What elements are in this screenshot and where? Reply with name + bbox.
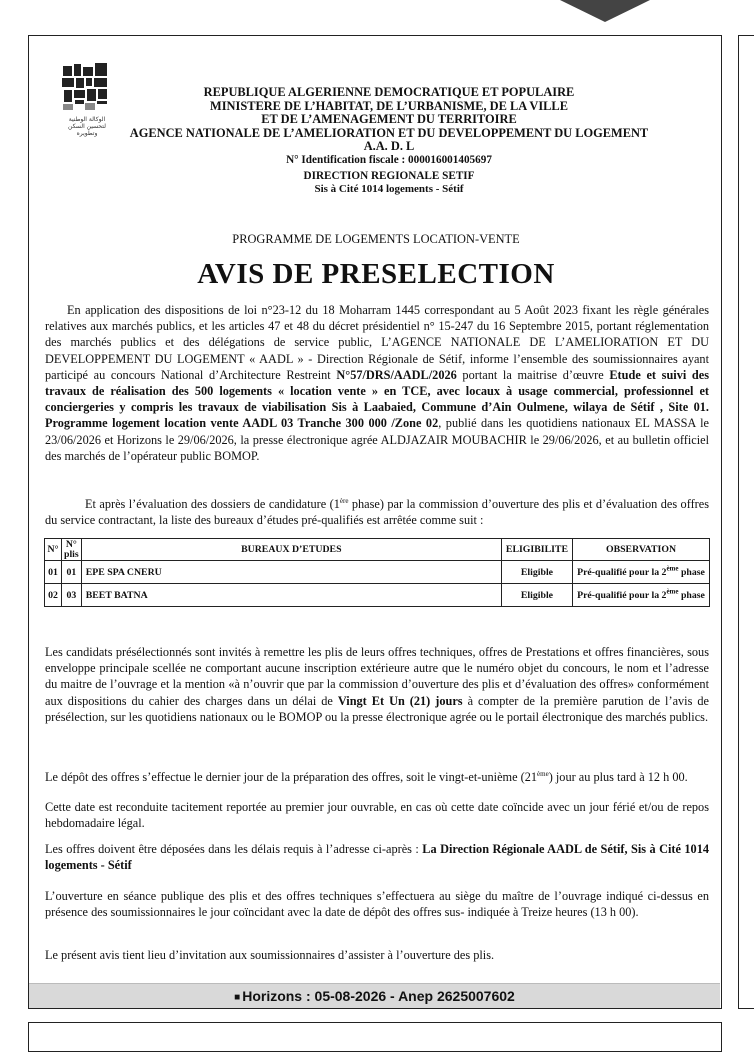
header-republic: REPUBLIQUE ALGERIENNE DEMOCRATIQUE ET POPULAIRE (203, 85, 575, 99)
header-acronym: A.A. D. L (363, 139, 415, 154)
page-corner-marker (560, 0, 650, 22)
opening-paragraph: L’ouverture en séance publique des plis et des offres techniques s’effectuera au siège du maître de l’ouvrage indiqué ci-dessus en présence des soumissionnaires le jour coïncidant avec la date de dépôt des offres sus- indiquée à Treize heures (13 h 00). (45, 889, 709, 920)
program-title: PROGRAMME DE LOGEMENTS LOCATION-VENTE (232, 232, 520, 246)
letterhead (89, 86, 689, 197)
cell-eligibilite: Eligible (501, 584, 572, 607)
header-agency: AGENCE NATIONALE DE L’AMELIORATION ET DU DEVELOPPEMENT DU LOGEMENT (129, 125, 649, 140)
header-fiscal-id: N° Identification fiscale : 000016001405697 (286, 153, 492, 166)
adjacent-column-frame (738, 35, 754, 1009)
header-site: Sis à Cité 1014 logements - Sétif (314, 183, 464, 196)
address-paragraph: Les offres doivent être déposées dans les délais requis à l’adresse ci-après : La Direction Régionale AADL de Sétif, Sis à Cité 1014 logements - Sétif (45, 842, 709, 873)
col-header-eligibilite: ELIGIBILITE (501, 539, 572, 561)
cell-plis: 03 (62, 584, 82, 607)
col-header-bureaux: BUREAUX D’ETUDES (81, 539, 501, 561)
postponement-paragraph: Cette date est reconduite tacitement reportée au premier jour ouvrable, en cas où cette date coïncide avec un jour férié et/ou de repos hebdomadaire légal. (45, 800, 709, 831)
invitation-paragraph: Les candidats présélectionnés sont invités à remettre les plis de leurs offres techniques, offres de Prestations et offres financières, sous enveloppe principale scellée ne comportant aucune inscription extérieure autre que le numéro objet du concours, le nom et l’adresse du maitre de l’ouvrage et la mention «à n’ouvrir que par la commission d’ouverture des plis et d’évaluation des offres» conformément aux dispositions du cahier des charges dans un délai de Vingt Et Un (21) jours à compter de la première parution de l’avis de présélection, sur les quotidiens nationaux ou le BOMOP ou la presse électronique agrée ou le portail électronique des marchés publics. (45, 645, 709, 724)
next-notice-frame (28, 1022, 722, 1052)
deposit-paragraph: Le dépôt des offres s’effectue le dernier jour de la préparation des offres, soit le vingt-et-unième (21ème) jour au plus tard à 12 h 00. (45, 769, 688, 784)
cell-no: 02 (45, 584, 62, 607)
cell-plis: 01 (62, 561, 82, 584)
logo-caption: الوكالة الوطنية لتحسين السكن وتطويره (68, 116, 106, 137)
cell-bureau: BEET BATNA (81, 584, 501, 607)
intro-paragraph: En application des dispositions de loi n°23-12 du 18 Moharram 1445 correspondant au 5 Août 2023 fixant les règle générales relatives aux marchés publics, et les articles 47 et 48 du décret présidentiel n° 15-247 du 16 Septembre 2015, portant réglementation des marchés publics et des délégations de service public, L’AGENCE NATIONALE DE L’AMELIORATION ET DU DEVELOPPEMENT DU LOGEMENT « AADL » - Direction Régionale de Sétif, informe l’ensemble des soumissionnaires ayant participé au concours National d’Architecture Restreint N°57/DRS/AADL/2026 portant la maitrise d’œuvre Etude et suivi des travaux de réalisation des 500 logements « location vente » en TCE, avec locaux à usage commercial, professionnel et conciergeries y compris les travaux de viabilisation Sis à Laabaied, Commune d’Ain Oulmene, wilaya de Sétif , Site 01. Programme logement location vente AADL 03 Tranche 300 000 /Zone 02, publié dans les quotidiens nationaux EL MASSA le 23/06/2026 et Horizons le 29/06/2026, la presse électronique agrée ALDJAZAIR MOUBACHIR le 29/06/2026, et au bulletin officiel des marchés de l’opérateur public BOMOP. (45, 303, 710, 463)
table-header-row (45, 539, 710, 561)
cell-eligibilite: Eligible (501, 561, 572, 584)
footer-square-icon: ■ (234, 992, 241, 1003)
cell-observation: Pré-qualifié pour la 2ème phase (573, 561, 710, 584)
header-ministry: MINISTERE DE L’HABITAT, DE L’URBANISME, DE LA VILLE (210, 98, 568, 113)
header-direction: DIRECTION REGIONALE SETIF (303, 169, 475, 182)
cell-no: 01 (45, 561, 62, 584)
table-row (45, 584, 710, 607)
evaluation-paragraph: Et après l’évaluation des dossiers de candidature (1ère phase) par la commission d’ouverture des plis et d’évaluation des offres du service contractant, la liste des bureaux d’études pré-qualifiés est arrêtée comme suit : (45, 496, 710, 528)
col-header-no: N° (45, 539, 62, 561)
footer-text: Horizons : 05-08-2026 - Anep 2625007602 (242, 988, 515, 1004)
header-ministry-cont: ET DE L’AMENAGEMENT DU TERRITOIRE (261, 112, 517, 127)
cell-bureau: EPE SPA CNERU (81, 561, 501, 584)
notice-frame (28, 35, 722, 1009)
prequalified-table (44, 538, 710, 607)
publication-footer (29, 983, 720, 1008)
col-header-plis: N° plis (62, 539, 82, 561)
table-row (45, 561, 710, 584)
closing-paragraph: Le présent avis tient lieu d’invitation aux soumissionnaires d’assister à l’ouverture des plis. (45, 948, 495, 962)
cell-observation: Pré-qualifié pour la 2ème phase (573, 584, 710, 607)
col-header-observation: OBSERVATION (573, 539, 710, 561)
notice-title: AVIS DE PRESELECTION (197, 258, 555, 290)
